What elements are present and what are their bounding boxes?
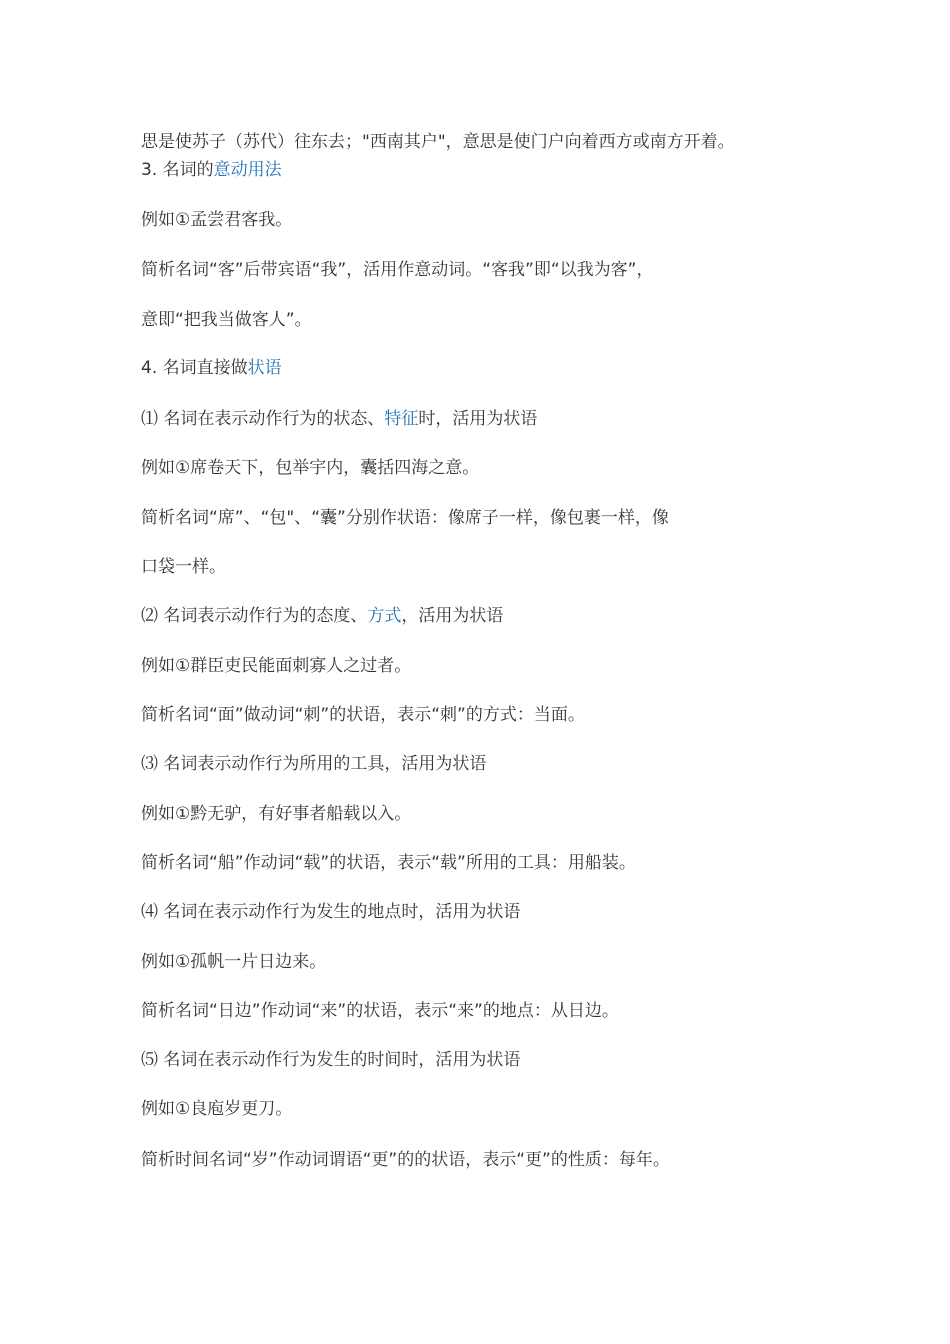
example-line: 例如①良庖岁更刀。 [141,1099,293,1119]
link-zhuangyu[interactable]: 状语 [247,358,282,378]
heading-text: 4. 名词直接做 [141,358,248,378]
link-tezheng[interactable]: 特征 [384,409,419,429]
analysis-line: 简析名词“船”作动词“载”的状语，表示“载”所用的工具：用船装。 [141,853,636,873]
link-fangshi[interactable]: 方式 [367,606,402,626]
subheading-text-tail: ，活用为状语 [401,606,504,626]
subheading-text: ⑴ 名词在表示动作行为的状态、 [141,409,385,429]
subheading-text: ⑵ 名词表示动作行为的态度、 [141,606,368,626]
paragraph-line: 思是使苏子（苏代）往东去；"西南其户"，意思是使门户向着西方或南方开着。 [141,132,735,152]
subheading-text-tail: 时，活用为状语 [418,409,538,429]
subsection-heading-4: ⑷ 名词在表示动作行为发生的地点时，活用为状语 [141,902,521,922]
example-line: 例如①孤帆一片日边来。 [141,952,327,972]
example-line: 例如①孟尝君客我。 [141,210,293,230]
link-yidong-yongfa[interactable]: 意动用法 [213,160,282,180]
analysis-line: 简析名词“席”、“包"、“囊”分别作状语：像席子一样，像包裹一样，像 [141,508,669,528]
subsection-heading-2 [141,604,503,628]
example-line: 例如①席卷天下，包举宇内，囊括四海之意。 [141,458,480,478]
subsection-heading-1 [141,407,537,431]
analysis-line: 简析时间名词“岁”作动词谓语“更”的的状语，表示“更”的性质：每年。 [141,1150,670,1170]
section-heading-3 [141,158,282,182]
example-line: 例如①黔无驴，有好事者船载以入。 [141,804,412,824]
analysis-line: 简析名词“客”后带宾语“我”，活用作意动词。“客我”即“以我为客”， [141,260,654,280]
heading-text: 3. 名词的 [141,160,214,180]
subsection-heading-3: ⑶ 名词表示动作行为所用的工具，活用为状语 [141,754,487,774]
analysis-line: 简析名词“日边”作动词“来”的状语，表示“来”的地点：从日边。 [141,1001,619,1021]
example-line: 例如①群臣吏民能面刺寡人之过者。 [141,656,412,676]
analysis-line: 简析名词“面”做动词“刺”的状语，表示“刺”的方式：当面。 [141,705,585,725]
analysis-line: 意即“把我当做客人”。 [141,310,312,330]
analysis-line: 口袋一样。 [141,557,226,577]
section-heading-4 [141,356,282,380]
subsection-heading-5: ⑸ 名词在表示动作行为发生的时间时，活用为状语 [141,1050,521,1070]
